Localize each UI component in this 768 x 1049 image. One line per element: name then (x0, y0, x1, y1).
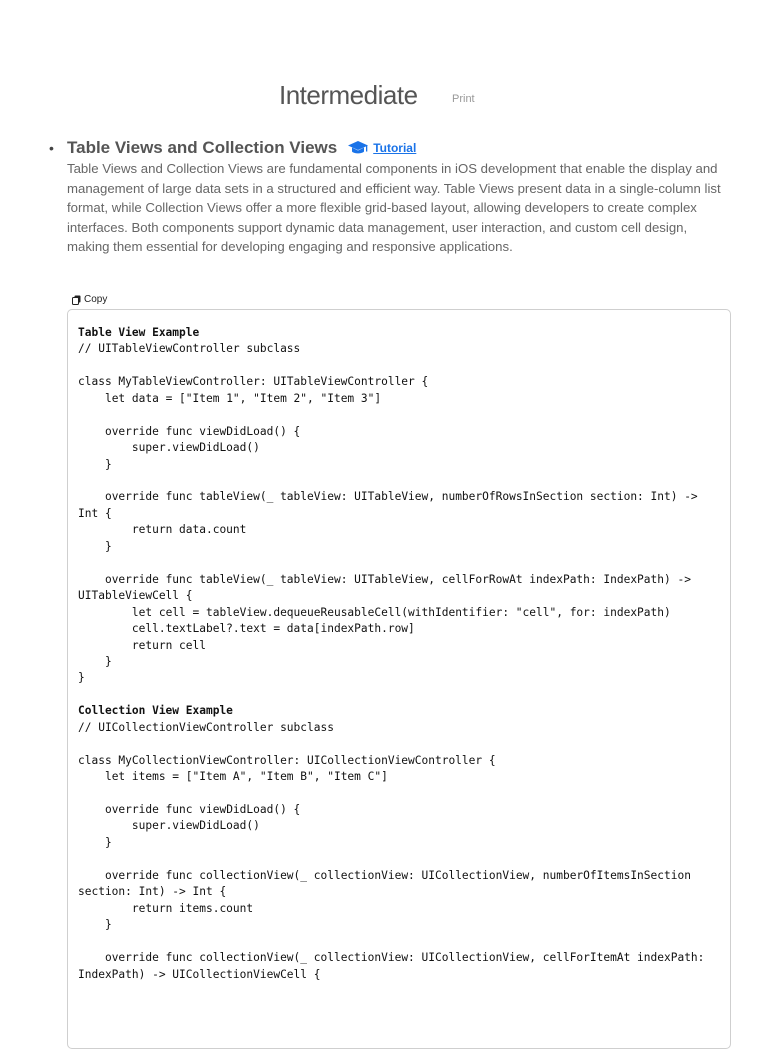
page-header (0, 78, 768, 118)
code-block (67, 309, 731, 1049)
code-line (78, 358, 724, 374)
copy-label: Copy (84, 294, 108, 305)
code-line: let items = ["Item A", "Item B", "Item C"] (78, 770, 388, 784)
code-line (78, 555, 724, 571)
list-bullet: • (49, 140, 54, 156)
code-line: } (78, 539, 112, 553)
code-line: // UICollectionViewController subclass (78, 720, 334, 734)
code-line: } (78, 835, 112, 849)
tutorial-link[interactable] (347, 140, 416, 156)
code-line: override func tableView(_ tableView: UITableView, numberOfRowsInSection section: Int) -> Int { (78, 490, 705, 520)
tutorial-label: Tutorial (373, 141, 417, 155)
copy-button[interactable] (72, 294, 107, 305)
code-line (78, 407, 724, 423)
copy-icon (72, 295, 81, 305)
code-line: class MyTableViewController: UITableViewController { (78, 375, 429, 389)
code-heading: Collection View Example (78, 704, 233, 718)
topic-heading-row (67, 136, 416, 160)
code-line (78, 473, 724, 489)
page-title: Intermediate (279, 80, 418, 110)
code-line (78, 786, 724, 802)
code-line: override func viewDidLoad() { (78, 424, 301, 438)
code-line: return data.count (78, 523, 247, 537)
code-line: cell.textLabel?.text = data[indexPath.row] (78, 622, 415, 636)
graduation-cap-icon (347, 140, 369, 156)
code-line (78, 934, 724, 950)
code-line: super.viewDidLoad() (78, 441, 260, 455)
code-line: override func tableView(_ tableView: UITableView, cellForRowAt indexPath: IndexPath) -> UITableViewCell { (78, 572, 698, 603)
code-line: let data = ["Item 1", "Item 2", "Item 3"] (78, 391, 382, 405)
code-content (78, 325, 724, 983)
topic-description: Table Views and Collection Views are fundamental components in iOS development that enable the display and management of large data sets in a structured and efficient way. Table Views present data in a single-column list format, while Collection Views offer a more flexible grid-based layout, allowing developers to create complex interfaces. Both components support dynamic data management, user interaction, and custom cell design, making them essential for developing engaging and responsive applications. (67, 161, 721, 254)
code-line: override func viewDidLoad() { (78, 803, 301, 817)
code-heading: Table View Example (78, 326, 200, 339)
code-line: } (78, 457, 112, 471)
code-line: } (78, 671, 85, 685)
print-link[interactable]: Print (452, 93, 475, 105)
code-line: super.viewDidLoad() (78, 819, 260, 833)
code-line: return items.count (78, 901, 254, 915)
code-line: // UITableViewController subclass (78, 342, 301, 356)
code-line: let cell = tableView.dequeueReusableCell(withIdentifier: "cell", for: indexPath) (78, 605, 671, 619)
code-line: } (78, 655, 112, 668)
code-line (78, 851, 724, 867)
topic-title: Table Views and Collection Views (67, 138, 338, 157)
code-line (78, 736, 724, 752)
code-line: class MyCollectionViewController: UICollectionViewController { (78, 753, 496, 767)
code-line: return cell (78, 638, 206, 652)
code-line (78, 687, 724, 703)
code-line: override func collectionView(_ collectionView: UICollectionView, cellForItemAt indexPath: IndexPath) -> UICollectionViewCell { (78, 951, 712, 981)
code-line: override func collectionView(_ collectionView: UICollectionView, numberOfItemsInSection section: Int) -> Int { (78, 868, 698, 899)
code-line: } (78, 918, 112, 932)
